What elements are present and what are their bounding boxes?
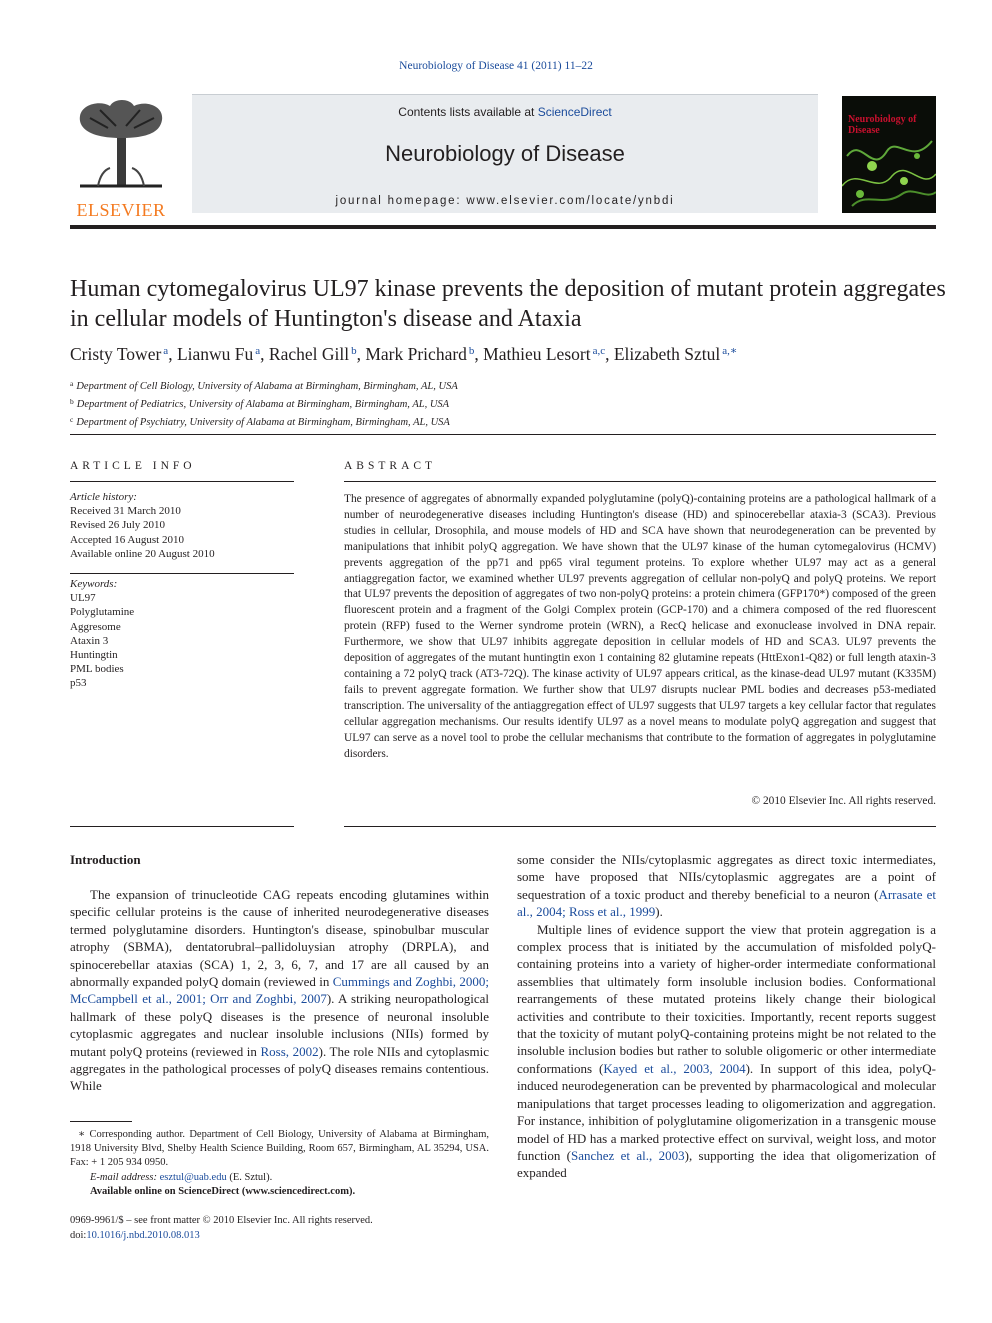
doi-link[interactable]: 10.1016/j.nbd.2010.08.013: [86, 1229, 200, 1241]
email-label: E-mail address:: [90, 1171, 160, 1183]
body-text: ), supporting the idea that oligomerization of expanded: [517, 1147, 937, 1181]
abstract-text: The presence of aggregates of abnormally expanded polyglutamine (polyQ)-containing proteins are a pathological hallmark of a number of neurodegenerative diseases including Huntington's disease (HD) and spinocerebellar ataxia-3 (SCA3). Previous studies in cellular, Drosophila, and mouse models of HD and SCA have shown that neurodegeneration can be prevented by manipulations that inhibit polyQ aggregation. We have shown that the UL97 kinase of the human cytomegalovirus (HCMV) prevents aggregation of the pp71 and pp65 viral tegument proteins. To explore whether UL97 may act as a general antiaggregation factor, we examined whether UL97 prevents aggregation of cellular non-polyQ and polyQ proteins. We report that UL97 prevents the deposition of aggregates of two non-polyQ proteins: a protein chimera (GFP170*) composed of the green fluorescent protein and a fragment of the Golgi Complex protein (GCP-170) and a chimera composed of the red fluorescent protein (RFP) fused to the Werner syndrome protein (WRN), a RecQ helicase and exonuclease involved in DNA repair. Furthermore, we show that UL97 inhibits aggregate deposition in cellular models of HD and SCA3. UL97 prevents the deposition of aggregates of the mutant huntingtin exon 1 containing 82 glutamine repeats (HttExon1-Q82) or full length ataxin-3 containing a 72 polyQ track (AT3-72Q). The kinase activity of UL97 appears critical, as the kinase-dead UL97 mutant (K335M) fails to prevent aggregate formation. We further show that UL97 disrupts nuclear PML bodies and decreases p53-mediated transcription. The universality of the antiaggregation effect of UL97 suggests that UL97 targets a key cellular factor that regulates cellular aggregation mechanisms. Our results identify UL97 as a novel means to modulate polyQ aggregation and suggest that UL97 can serve as a novel tool to probe the cellular mechanisms that contribute to the formation of aggregates in polyglutamine disorders.: [344, 493, 936, 760]
contents-prefix: Contents lists available at: [398, 105, 538, 119]
sciencedirect-link[interactable]: ScienceDirect: [537, 105, 612, 119]
author-affil-mark[interactable]: b: [468, 345, 475, 357]
keywords-label: Keywords:: [70, 578, 118, 590]
email-link[interactable]: esztul@uab.edu: [159, 1171, 227, 1183]
author-name: Lianwu Fu: [176, 344, 254, 364]
affiliation-text: Department of Cell Biology, University of Alabama at Birmingham, Birmingham, AL, USA: [76, 381, 458, 392]
author-name: Elizabeth Sztul: [613, 344, 721, 364]
keywords-rule: [70, 573, 294, 574]
history-item: Accepted 16 August 2010: [70, 533, 184, 546]
keyword-item: p53: [70, 677, 87, 690]
keyword-item: Polyglutamine: [70, 606, 135, 619]
article-info-heading: ARTICLE INFO: [70, 460, 196, 472]
history-label: Article history:: [70, 491, 137, 503]
affiliation-item: [70, 376, 950, 394]
keywords: [70, 577, 294, 691]
author-name: Rachel Gill: [268, 344, 350, 364]
abstract-heading: ABSTRACT: [344, 460, 437, 472]
body-text: ). A striking neuropathological hallmark of these polyQ diseases is the presence of neuronal insoluble cytoplasmic aggregates and nuclear insoluble inclusions (NIIs) formed by mutant polyQ proteins (reviewed in: [70, 991, 489, 1059]
keyword-item: PML bodies: [70, 663, 124, 676]
citation-link[interactable]: Sanchez et al., 2003: [571, 1147, 685, 1163]
introduction-heading: Introduction: [70, 852, 141, 867]
footnote-rule: [70, 1121, 132, 1122]
elsevier-tree-icon: [70, 98, 172, 198]
header-rule: [70, 225, 936, 229]
keyword-item: Ataxin 3: [70, 634, 109, 647]
journal-title: Neurobiology of Disease: [385, 141, 625, 166]
affiliation-rule: [70, 434, 936, 435]
author-affil-mark[interactable]: a,∗: [722, 345, 738, 357]
journal-cover-image: [842, 96, 936, 213]
online-note: Available online on ScienceDirect (www.sciencedirect.com).: [90, 1185, 356, 1197]
keyword-item: Aggresome: [70, 620, 121, 633]
body-text: ). In support of this idea, polyQ-induced neurodegeneration can be prevented by pharmacological and molecular manipulations that target processes leading to oligomerization and aggregation. For instance, inhibition of polyglutamine oligomerization in a transgenic mouse model of HD has a marked protective effect on survival, weight loss, and motor function (: [517, 1060, 936, 1163]
affiliations: [70, 376, 950, 430]
history-item: Revised 26 July 2010: [70, 519, 166, 532]
citation-link[interactable]: Cummings and Zoghbi, 2000; McCampbell et al., 2001; Orr and Zoghbi, 2007: [70, 974, 490, 1007]
history-item: Received 31 March 2010: [70, 505, 181, 518]
abstract-rule: [344, 481, 936, 482]
cover-title: Neurobiology of Disease: [848, 114, 917, 136]
citation-link[interactable]: Kayed et al., 2003, 2004: [603, 1060, 746, 1076]
author-name: Mark Prichard: [365, 344, 467, 364]
issn-block: [70, 1214, 373, 1243]
contents-line: [192, 105, 818, 119]
body-column-right: [517, 851, 936, 1182]
body-text: ).: [655, 904, 663, 920]
journal-homepage[interactable]: journal homepage: www.elsevier.com/locate/ynbdi: [335, 195, 675, 207]
email-suffix: (E. Sztul).: [226, 1171, 273, 1183]
elsevier-logo: [70, 98, 172, 220]
author-affil-mark[interactable]: a: [255, 345, 261, 357]
keyword-item: Huntingtin: [70, 649, 118, 662]
elsevier-wordmark: ELSEVIER: [76, 200, 166, 220]
abstract-bottom-rule: [344, 826, 936, 827]
doi-line: [70, 1229, 373, 1244]
history-item: Available online 20 August 2010: [70, 547, 215, 560]
doi-label: doi:: [70, 1229, 87, 1241]
intro-paragraph-1-cont: [517, 851, 936, 921]
citation-link[interactable]: Ross, 2002: [260, 1043, 319, 1059]
corresponding-author-note: ∗ Corresponding author. Department of Cell Biology, University of Alabama at Birmingham, 1918 University Blvd, Shelby Health Science Building, Room 657, Birmingham, AL 35294, USA. Fax: + 1 205 934 0950.: [70, 1129, 489, 1169]
affiliation-item: [70, 412, 950, 430]
journal-citation[interactable]: Neurobiology of Disease 41 (2011) 11–22: [399, 60, 593, 72]
article-info-rule: [70, 481, 294, 482]
affiliation-key: b: [70, 397, 74, 406]
intro-paragraph-1: [70, 886, 489, 1095]
body-text: ). The role NIIs and cytoplasmic aggregates in the pathological processes of polyQ diseases remains contentious. While: [70, 1043, 489, 1094]
article-title: Human cytomegalovirus UL97 kinase prevents the deposition of mutant protein aggregates in cellular models of Huntington's disease and Ataxia: [70, 276, 946, 332]
article-history: [70, 490, 294, 561]
intro-paragraph-2: [517, 921, 936, 1182]
journal-banner: [192, 94, 818, 213]
affiliation-text: Department of Psychiatry, University of Alabama at Birmingham, Birmingham, AL, USA: [76, 417, 450, 428]
affiliation-text: Department of Pediatrics, University of Alabama at Birmingham, Birmingham, AL, USA: [76, 399, 450, 410]
body-text: The expansion of trinucleotide CAG repeats encoding glutamines within specific cellular proteins is the cause of inherited neurodegenerative diseases termed polyglutamine disorders. Huntington's disease, spinobulbar muscular atrophy (SBMA), dentatorubral–pallidoluysian atrophy (DRPLA), and spinocerebellar ataxias (SCA) 1, 2, 3, 6, 7, and 17 are all caused by an abnormally expanded polyQ domain (reviewed in: [70, 887, 489, 990]
author-affil-mark[interactable]: b: [351, 345, 357, 357]
info-bottom-rule: [70, 826, 294, 827]
author-affil-mark[interactable]: a,c: [592, 345, 606, 357]
email-note: [70, 1171, 489, 1185]
citation-link[interactable]: Arrasate et al., 2004; Ross et al., 1999: [517, 886, 936, 920]
keyword-item: UL97: [70, 592, 96, 605]
footnotes: [70, 1128, 489, 1199]
affiliation-key: c: [70, 415, 74, 424]
abstract-copyright: © 2010 Elsevier Inc. All rights reserved.: [751, 795, 936, 807]
author-list: Cristy Tower $^a$, Lianwu Fu $^a$, Rachel Gill $^b$, Mark Prichard $^b$, Mathieu Lesort $^{a,c}$, Elizabeth Sztul $^{a,∗}$: [70, 344, 738, 364]
body-text: Multiple lines of evidence support the view that protein aggregation is a complex process that is initiated by the accumulation of misfolded polyQ-containing proteins into a variety of higher-order intermediate conformational assemblies that ultimately form insoluble inclusion bodies. Conformational rearrangements of these mutated proteins likely change their biological activities and contribute to their toxicities. Importantly, recent reports suggest that the toxicity of mutant polyQ-containing proteins might be not related to the insoluble inclusion bodies but rather to soluble oligomeric or other intermediate conformations (: [517, 921, 936, 1076]
body-column-left: [70, 886, 489, 1095]
author-affil-mark[interactable]: a: [163, 345, 169, 357]
author-name: Cristy Tower: [70, 344, 162, 364]
author-name: Mathieu Lesort: [483, 344, 591, 364]
journal-masthead: [70, 94, 936, 220]
affiliation-item: [70, 394, 950, 412]
issn-line: 0969-9961/$ – see front matter © 2010 Elsevier Inc. All rights reserved.: [70, 1215, 373, 1226]
body-text: some consider the NIIs/cytoplasmic aggregates as direct toxic intermediates, some have proposed that NIIs/cytoplasmic aggregates are a point of sequestration of a toxic product and thereby beneficial to a neuron (: [517, 852, 936, 902]
affiliation-key: a: [70, 379, 74, 388]
